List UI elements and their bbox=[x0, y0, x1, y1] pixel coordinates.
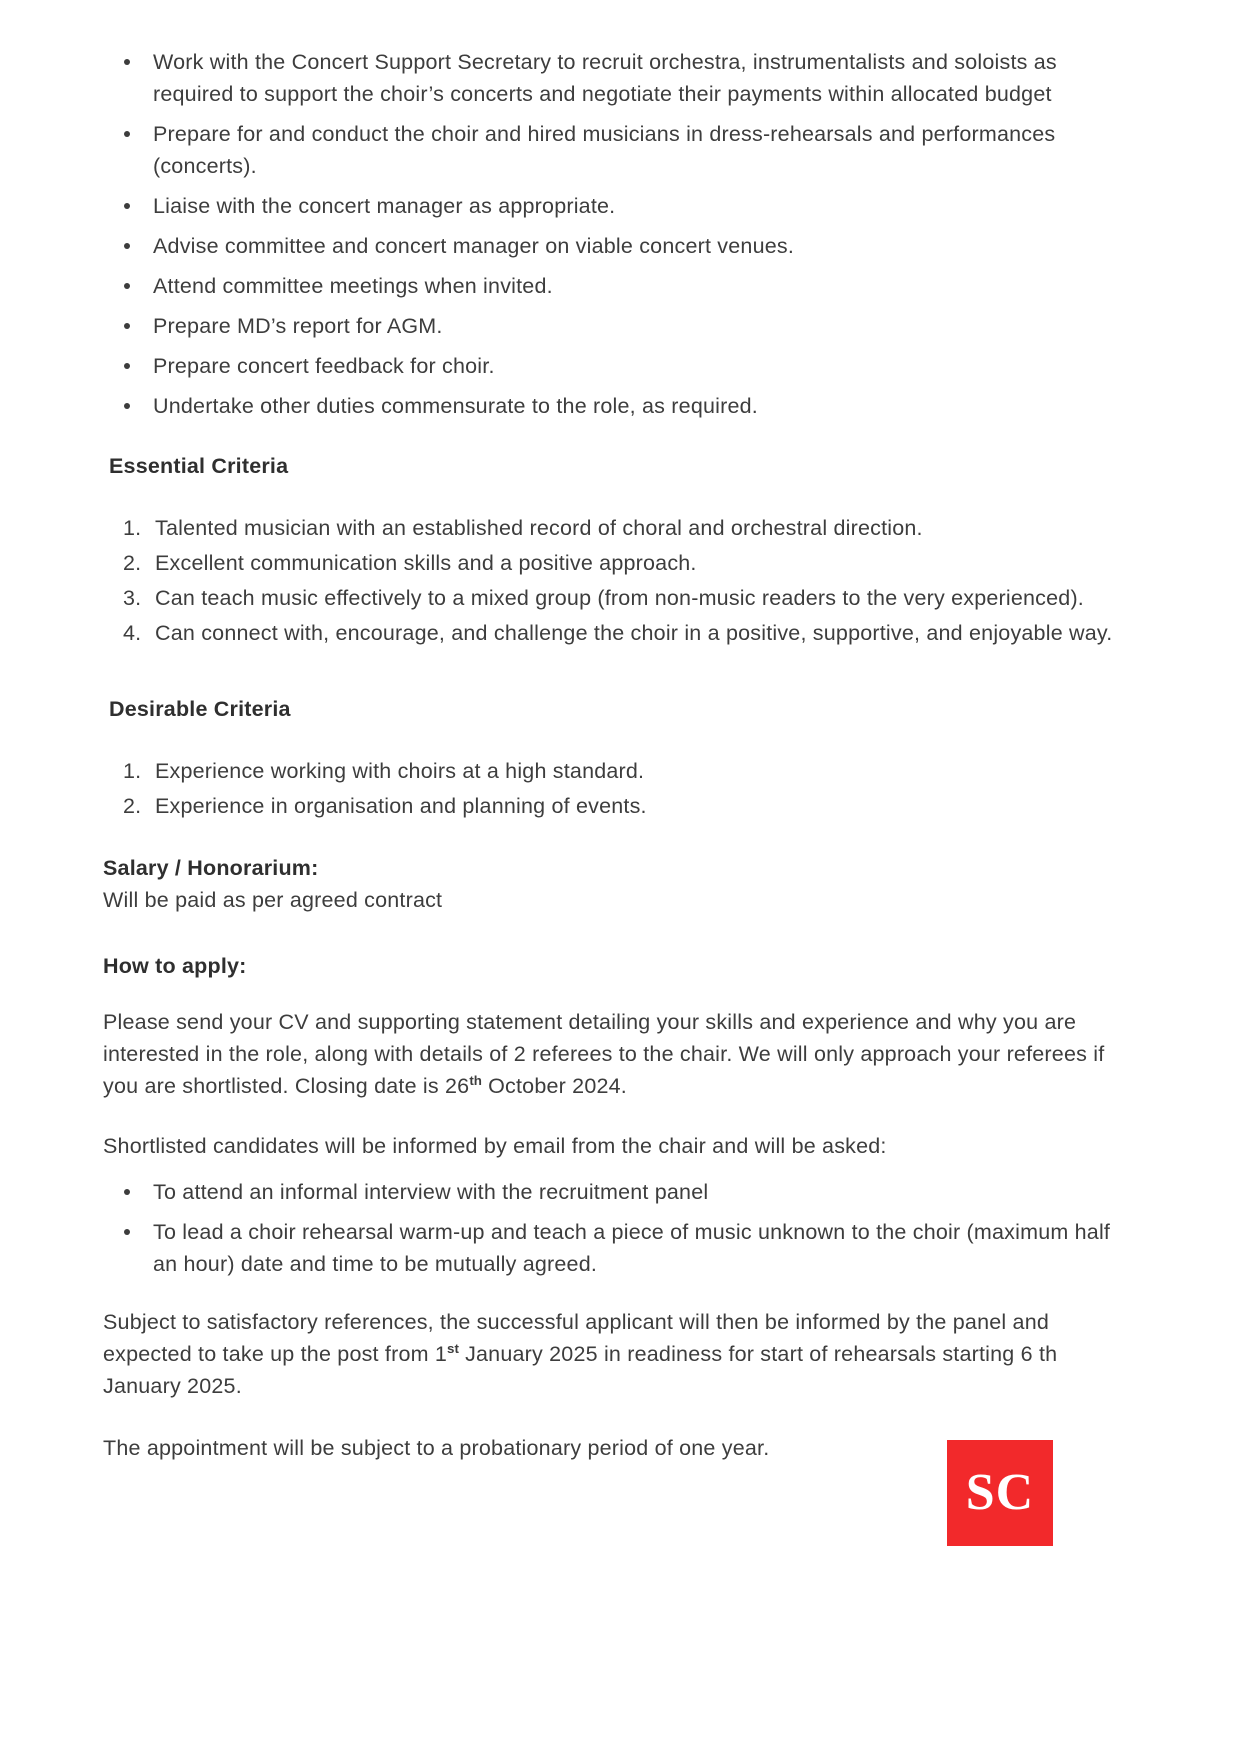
list-item bbox=[103, 1216, 1137, 1280]
sc-logo-text: SC bbox=[965, 1464, 1035, 1521]
heading-desirable-criteria: Desirable Criteria bbox=[109, 697, 291, 721]
list-item bbox=[103, 790, 1137, 822]
essential-criteria-list bbox=[103, 512, 1137, 649]
paragraph-text: January 2025 in readiness for start of rehearsals starting 6 th January 2025. bbox=[103, 1342, 1058, 1398]
list-item bbox=[103, 1176, 1137, 1208]
probation-paragraph: The appointment will be subject to a probationary period of one year. bbox=[103, 1436, 770, 1460]
bullet-marker-icon bbox=[124, 403, 130, 409]
bullet-marker-icon bbox=[124, 323, 130, 329]
bullet-marker-icon bbox=[124, 59, 130, 65]
list-item-text: Can connect with, encourage, and challenge the choir in a positive, supportive, and enjoyable way. bbox=[155, 621, 1113, 645]
list-item-text: To lead a choir rehearsal warm-up and teach a piece of music unknown to the choir (maximum half an hour) date and time to be mutually agreed. bbox=[153, 1220, 1111, 1276]
bullet-marker-icon bbox=[124, 283, 130, 289]
list-item bbox=[103, 547, 1137, 579]
list-item-text: Liaise with the concert manager as appropriate. bbox=[153, 194, 616, 218]
list-item bbox=[103, 350, 1137, 382]
list-item bbox=[103, 512, 1137, 544]
list-item-text: Can teach music effectively to a mixed group (from non-music readers to the very experienced). bbox=[155, 586, 1084, 610]
list-item-text: Talented musician with an established record of choral and orchestral direction. bbox=[155, 516, 923, 540]
heading-how-to-apply: How to apply: bbox=[103, 954, 247, 978]
list-item-number: 3. bbox=[123, 586, 142, 610]
list-item-number: 1. bbox=[123, 759, 142, 783]
paragraph-text: Please send your CV and supporting statement detailing your skills and experience and why you are interested in the role, along with details of 2 referees to the chair. We will only approach your referees if you are shortlisted. Closing date is 26 bbox=[103, 1010, 1105, 1098]
shortlisted-list bbox=[103, 1176, 1137, 1280]
list-item-number: 1. bbox=[123, 516, 142, 540]
duties-list bbox=[103, 46, 1137, 422]
list-item-number: 4. bbox=[123, 621, 142, 645]
list-item-text: Attend committee meetings when invited. bbox=[153, 274, 553, 298]
list-item-text: Prepare concert feedback for choir. bbox=[153, 354, 495, 378]
paragraph-text: October 2024. bbox=[481, 1074, 627, 1098]
bullet-marker-icon bbox=[124, 1229, 130, 1235]
heading-salary: Salary / Honorarium: bbox=[103, 856, 319, 880]
list-item bbox=[103, 310, 1137, 342]
shortlisted-intro: Shortlisted candidates will be informed by email from the chair and will be asked: bbox=[103, 1134, 887, 1158]
list-item bbox=[103, 230, 1137, 262]
list-item bbox=[103, 390, 1137, 422]
how-to-apply-paragraph bbox=[103, 1006, 1137, 1102]
ordinal-superscript: th bbox=[469, 1072, 482, 1088]
desirable-criteria-list bbox=[103, 755, 1137, 822]
subject-paragraph bbox=[103, 1306, 1137, 1402]
list-item bbox=[103, 118, 1137, 182]
list-item-text: Prepare for and conduct the choir and hired musicians in dress-rehearsals and performances (concerts). bbox=[153, 122, 1056, 178]
salary-body: Will be paid as per agreed contract bbox=[103, 888, 443, 912]
ordinal-superscript: st bbox=[447, 1340, 459, 1356]
bullet-marker-icon bbox=[124, 1189, 130, 1195]
list-item bbox=[103, 617, 1137, 649]
list-item-text: Experience working with choirs at a high standard. bbox=[155, 759, 645, 783]
list-item-text: Advise committee and concert manager on viable concert venues. bbox=[153, 234, 795, 258]
list-item-text: Excellent communication skills and a positive approach. bbox=[155, 551, 697, 575]
list-item bbox=[103, 270, 1137, 302]
list-item-number: 2. bbox=[123, 794, 142, 818]
list-item-text: Experience in organisation and planning of events. bbox=[155, 794, 647, 818]
list-item bbox=[103, 46, 1137, 110]
list-item bbox=[103, 755, 1137, 787]
list-item-text: Undertake other duties commensurate to the role, as required. bbox=[153, 394, 758, 418]
bullet-marker-icon bbox=[124, 363, 130, 369]
list-item bbox=[103, 190, 1137, 222]
list-item-text: To attend an informal interview with the recruitment panel bbox=[153, 1180, 709, 1204]
heading-essential-criteria: Essential Criteria bbox=[109, 454, 289, 478]
bullet-marker-icon bbox=[124, 131, 130, 137]
list-item bbox=[103, 582, 1137, 614]
bullet-marker-icon bbox=[124, 243, 130, 249]
sc-logo bbox=[947, 1440, 1053, 1546]
list-item-number: 2. bbox=[123, 551, 142, 575]
paragraph-text: Subject to satisfactory references, the successful applicant will then be informed by the panel and expected to take up the post from 1 bbox=[103, 1310, 1050, 1366]
bullet-marker-icon bbox=[124, 203, 130, 209]
list-item-text: Work with the Concert Support Secretary to recruit orchestra, instrumentalists and soloists as required to support the choir’s concerts and negotiate their payments within allocated budget bbox=[153, 50, 1057, 106]
list-item-text: Prepare MD’s report for AGM. bbox=[153, 314, 443, 338]
